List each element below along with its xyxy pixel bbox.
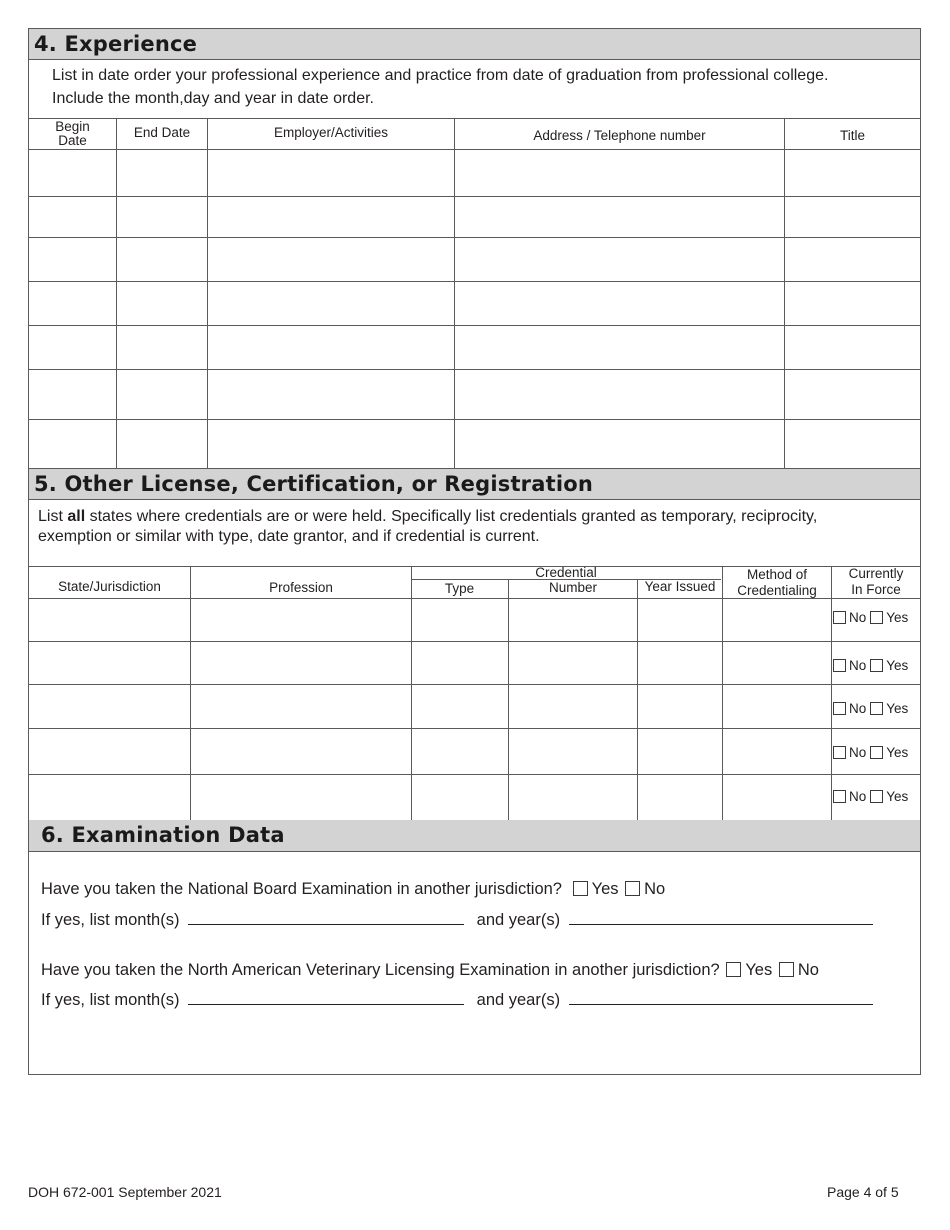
- column-header-number: Number: [548, 580, 597, 595]
- q2-months-field[interactable]: [188, 990, 464, 1005]
- page-number: Page 4 of 5: [827, 1184, 899, 1200]
- table-cell[interactable]: [455, 150, 784, 196]
- no-checkbox[interactable]: [833, 746, 846, 759]
- in-force-row-2: No Yes: [833, 658, 908, 673]
- table-cell[interactable]: [208, 150, 454, 196]
- in-force-row-4: No Yes: [833, 745, 908, 760]
- yes-checkbox[interactable]: [870, 746, 883, 759]
- section-5-instructions-2: exemption or similar with type, date grantor, and if credential is current.: [38, 528, 540, 545]
- column-header-address: Address / Telephone number: [533, 128, 706, 143]
- section-6-title: 6. Examination Data: [41, 823, 285, 847]
- table-cell[interactable]: [29, 150, 116, 196]
- column-header-employer: Employer/Activities: [273, 125, 389, 140]
- in-force-row-5: No Yes: [833, 789, 908, 804]
- q2-yes-checkbox[interactable]: [726, 962, 741, 977]
- question-national-board-dates: If yes, list month(s) and year(s): [41, 910, 873, 930]
- section-4-instructions-1: List in date order your professional experience and practice from date of graduation from professional college.: [52, 67, 829, 84]
- in-force-row-1: No Yes: [833, 610, 908, 625]
- section-4-instructions-2: Include the month,day and year in date order.: [52, 90, 374, 107]
- no-checkbox[interactable]: [833, 611, 846, 624]
- form-frame: [28, 28, 921, 1075]
- yes-checkbox[interactable]: [870, 790, 883, 803]
- section-5-instructions-1: List all states where credentials are or were held. Specifically list credentials granted as temporary, reciprocity,: [38, 508, 818, 525]
- question-national-board: Have you taken the National Board Examination in another jurisdiction? Yes No: [41, 880, 666, 898]
- divider: [29, 118, 920, 119]
- column-header-type: Type: [444, 581, 475, 596]
- question-navle-dates: If yes, list month(s) and year(s): [41, 990, 873, 1010]
- q1-yes-checkbox[interactable]: [573, 881, 588, 896]
- form-id: DOH 672-001 September 2021: [28, 1184, 222, 1200]
- q1-no-checkbox[interactable]: [625, 881, 640, 896]
- section-5-header: [29, 468, 920, 500]
- question-navle: Have you taken the North American Veterinary Licensing Examination in another jurisdiction? Yes No: [41, 961, 819, 979]
- section-4-header: [29, 29, 920, 60]
- table-cell[interactable]: [117, 150, 207, 196]
- yes-checkbox[interactable]: [870, 659, 883, 672]
- column-header-end-date: End Date: [133, 125, 191, 140]
- section-6-header: [29, 820, 920, 852]
- yes-checkbox[interactable]: [870, 702, 883, 715]
- yes-checkbox[interactable]: [870, 611, 883, 624]
- no-checkbox[interactable]: [833, 702, 846, 715]
- no-checkbox[interactable]: [833, 790, 846, 803]
- section-5-title: 5. Other License, Certification, or Registration: [34, 472, 594, 496]
- column-header-profession: Profession: [269, 580, 333, 595]
- q1-months-field[interactable]: [188, 910, 464, 925]
- in-force-row-3: No Yes: [833, 701, 908, 716]
- column-header-credential: Credential: [535, 565, 597, 580]
- section-4-title: 4. Experience: [34, 32, 198, 56]
- column-header-begin-date: Begin Date: [55, 119, 90, 148]
- q2-no-checkbox[interactable]: [779, 962, 794, 977]
- column-header-in-force: Currently In Force: [848, 566, 904, 597]
- column-header-year-issued: Year Issued: [644, 579, 716, 594]
- q2-years-field[interactable]: [569, 990, 873, 1005]
- column-header-method: Method of Credentialing: [737, 567, 817, 598]
- column-header-state: State/Jurisdiction: [58, 579, 161, 594]
- q1-years-field[interactable]: [569, 910, 873, 925]
- no-checkbox[interactable]: [833, 659, 846, 672]
- table-cell[interactable]: [785, 150, 920, 196]
- column-header-title: Title: [839, 128, 865, 143]
